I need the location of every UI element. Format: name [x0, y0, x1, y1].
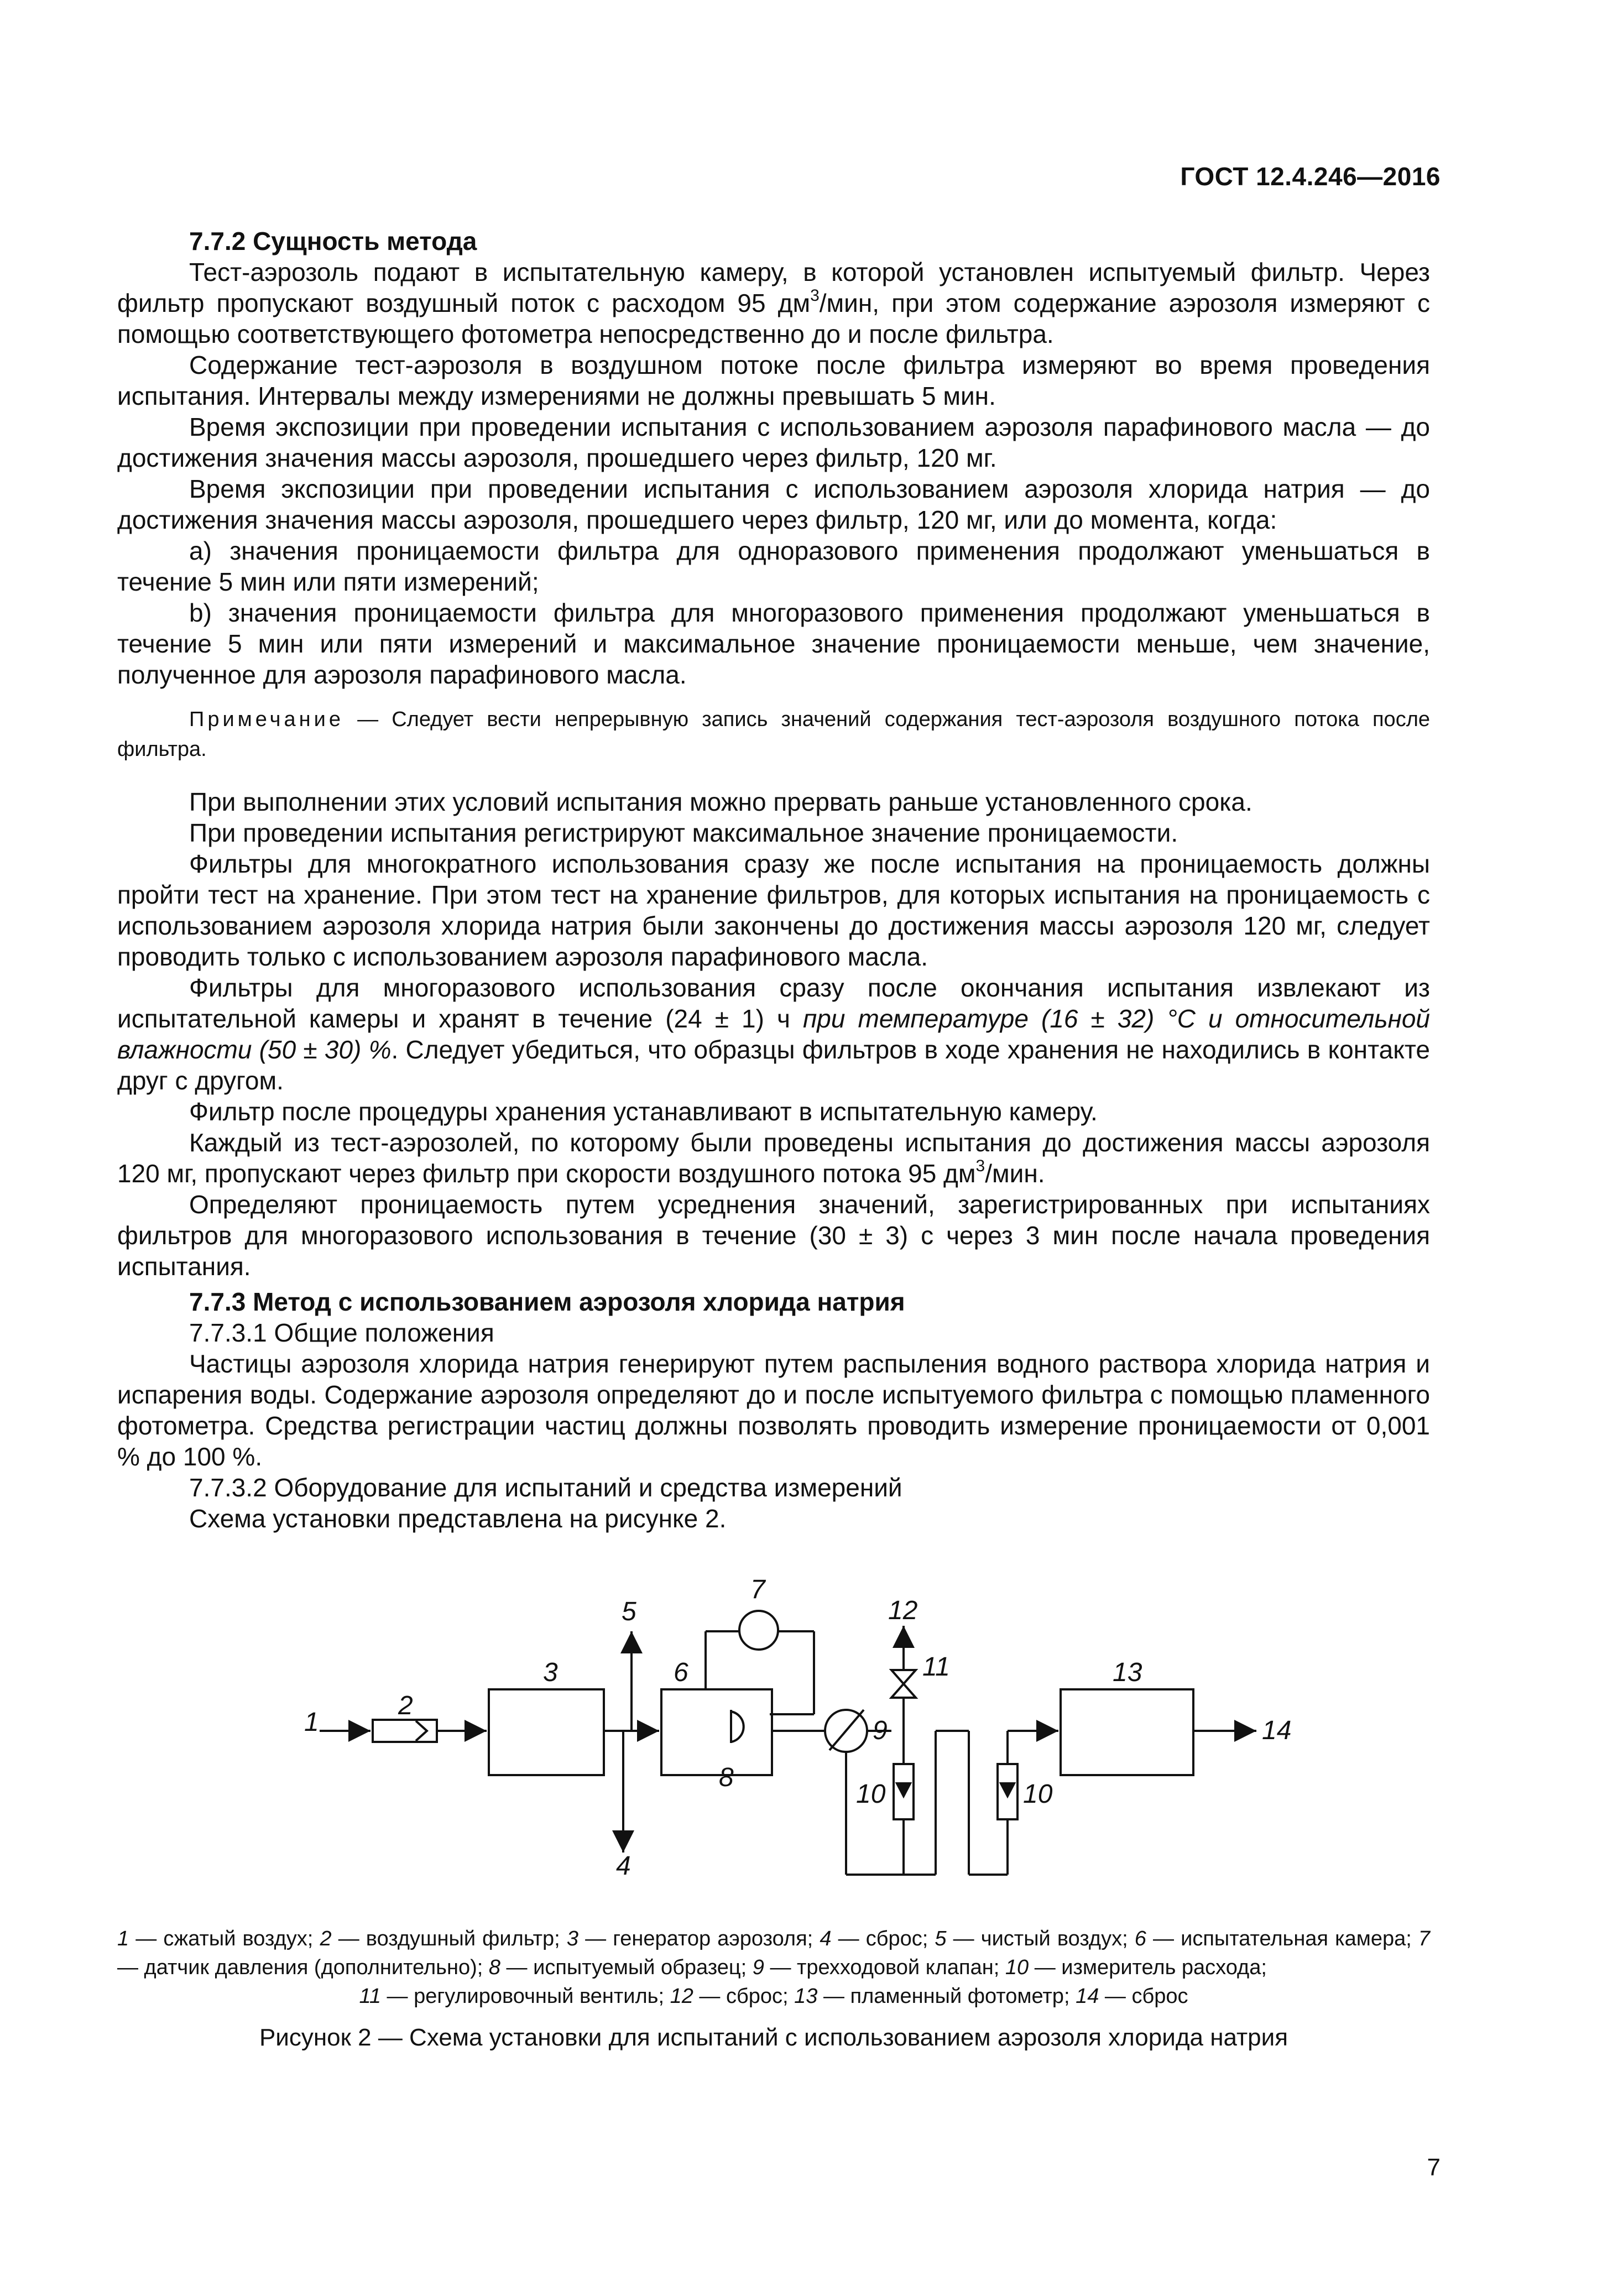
subsection-heading: 7.7.3.2 Оборудование для испытаний и средства измерений: [189, 1473, 902, 1502]
note: Примечание — Следует вести непрерывную запись значений содержания тест-аэрозоля воздушного потока после фильтра.: [117, 708, 1430, 761]
main-text: [117, 226, 1430, 1534]
label-3: 3: [543, 1658, 558, 1687]
label-11: 11: [922, 1652, 950, 1682]
paragraph: При выполнении этих условий испытания можно прервать раньше установленного срока.: [189, 787, 1253, 816]
paragraph: При проведении испытания регистрируют максимальное значение проницаемости.: [189, 818, 1178, 847]
label-5: 5: [622, 1597, 636, 1626]
paragraph: Фильтры для многоразового использования сразу после окончания испытания извлекают из испытательной камеры и хранят в течение (24 ± 1) ч при температуре (16 ± 32) °С и относительной влажности (50 ± 30) %. Следует убедиться, что образцы фильтров в ходе хранения не находились в контакте друг с другом.: [117, 973, 1430, 1095]
paragraph: Время экспозиции при проведении испытания с использованием аэрозоля хлорида натрия — до достижения значения массы аэрозоля, прошедшего через фильтр, 120 мг, или до момента, когда:: [117, 474, 1430, 534]
pressure-sensor-7: [739, 1611, 778, 1650]
page-number: 7: [1427, 2154, 1441, 2181]
paragraph: Фильтр после процедуры хранения устанавливают в испытательную камеру.: [189, 1097, 1098, 1126]
paragraph: Частицы аэрозоля хлорида натрия генерируют путем распыления водного раствора хлорида натрия и испарения воды. Содержание аэрозоля определяют до и после испытуемого фильтра с помощью пламенного фотометра. Средства регистрации частиц должны позволять проводить измерение проницаемости от 0,001 % до 100 %.: [117, 1349, 1430, 1471]
paragraph: Содержание тест-аэрозоля в воздушном потоке после фильтра измеряют во время проведения испытания. Интервалы между измерениями не должны превышать 5 мин.: [117, 351, 1430, 410]
figure-scheme: [117, 1565, 1430, 1985]
test-chamber-6: [661, 1689, 772, 1775]
paragraph: Каждый из тест-аэрозолей, по которому были проведены испытания до достижения массы аэрозоля 120 мг, пропускают через фильтр при скорости воздушного потока 95 $дм^3$/мин.: [117, 1128, 1430, 1188]
flame-photometer-13: [1061, 1689, 1193, 1775]
label-8: 8: [719, 1763, 734, 1792]
list-item-a: a) значения проницаемости фильтра для одноразового применения продолжают уменьшаться в течение 5 мин или пяти измерений;: [117, 536, 1430, 596]
paragraph: Определяют проницаемость путем усреднения значений, зарегистрированных при испытаниях фильтров для многоразового использования в течение (30 ± 3) с через 3 мин после начала проведения испытания.: [117, 1190, 1430, 1281]
figure-caption: Рисунок 2 — Схема установки для испытаний с использованием аэрозоля хлорида натрия: [259, 2024, 1288, 2051]
label-12: 12: [888, 1596, 918, 1625]
label-13: 13: [1113, 1658, 1142, 1687]
document-code: ГОСТ 12.4.246—2016: [1180, 162, 1441, 191]
label-2: 2: [398, 1691, 413, 1720]
installation-diagram: [117, 1565, 1430, 1985]
list-item-b: b) значения проницаемости фильтра для многоразового применения продолжают уменьшаться в течение 5 мин или пяти измерений и максимальное значение проницаемости меньше, чем значение, полученное для аэрозоля парафинового масла.: [117, 598, 1430, 689]
paragraph: Время экспозиции при проведении испытания с использованием аэрозоля парафинового масла — до достижения значения массы аэрозоля, прошедшего через фильтр, 120 мг.: [117, 413, 1430, 472]
note-label: Примечание: [189, 708, 344, 731]
section-heading-773: 7.7.3 Метод с использованием аэрозоля хлорида натрия: [189, 1287, 905, 1316]
label-10-left: 10: [856, 1780, 886, 1809]
label-7: 7: [750, 1575, 765, 1604]
label-6: 6: [674, 1658, 688, 1687]
subsection-heading: 7.7.3.1 Общие положения: [189, 1318, 494, 1347]
paragraph: Фильтры для многократного использования сразу же после испытания на проницаемость должны пройти тест на хранение. При этом тест на хранение фильтров, для которых испытания на проницаемость с использованием аэрозоля хлорида натрия были закончены до достижения массы аэрозоля 120 мг, следует проводить только с использованием аэрозоля парафинового масла.: [117, 849, 1430, 971]
label-14: 14: [1262, 1716, 1292, 1745]
paragraph: Схема установки представлена на рисунке 2.: [189, 1504, 727, 1533]
test-sample-8: [731, 1711, 744, 1742]
label-4: 4: [616, 1851, 631, 1881]
label-9: 9: [873, 1716, 888, 1745]
paragraph: Тест-аэрозоль подают в испытательную камеру, в которой установлен испытуемый фильтр. Через фильтр пропускают воздушный поток с расходом 95 $дм^3$/мин, при этом содержание аэрозоля измеряют с помощью соответствующего фотометра непосредственно до и после фильтра.: [117, 258, 1431, 348]
regulating-valve-11: [891, 1670, 916, 1698]
section-heading-772: 7.7.2 Сущность метода: [189, 227, 477, 255]
aerosol-generator-3: [489, 1689, 604, 1775]
label-10-right: 10: [1023, 1780, 1053, 1809]
label-1: 1: [304, 1708, 319, 1737]
figure-legend: 1 — сжатый воздух; 2 — воздушный фильтр; 3 — генератор аэрозоля; 4 — сброс; 5 — чистый воздух; 6 — испытательная камера; 7 — датчик давления (дополнительно); 8 — испытуемый образец; 9 — трехходовой клапан; 10 — измеритель расхода; 11 — регулировочный вентиль; 12 — сброс; 13 — пламенный фотометр; 14 — сброс: [117, 1927, 1431, 2008]
